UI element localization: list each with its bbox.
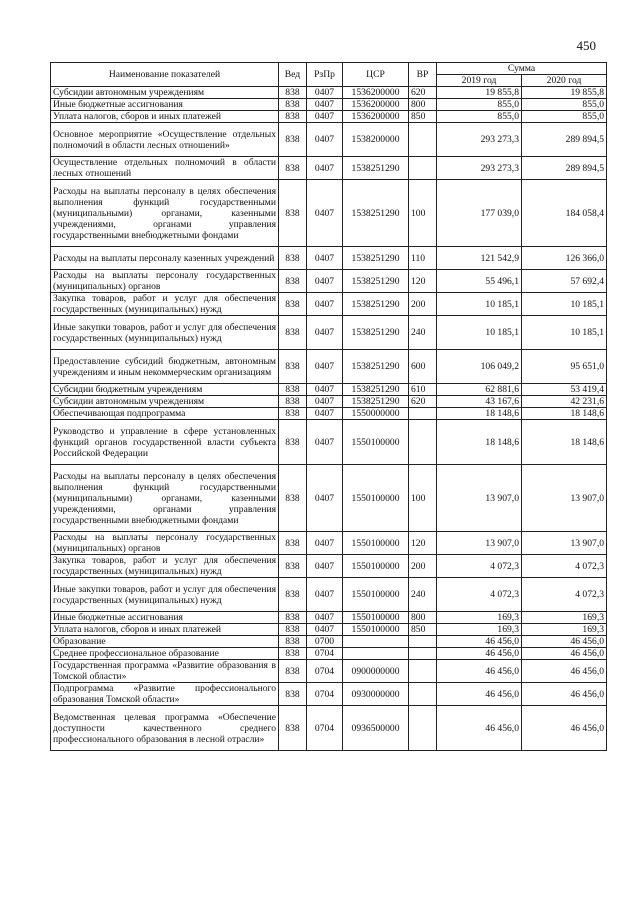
table-row [51,636,607,648]
row-csr: 1536200000 [343,99,409,111]
row-name: Иные закупки товаров, работ и услуг для обеспечения государственных (муниципальных) нужд [51,316,279,350]
row-rzpr: 0407 [307,316,343,350]
row-csr: 1550100000 [343,624,409,636]
row-rzpr: 0407 [307,270,343,293]
row-sum-2019: 46 456,0 [437,683,522,706]
row-name: Руководство и управление в сфере установленных функций органов государственной власти субъекта Российской Федерации [51,420,279,465]
row-csr: 1538251290 [343,247,409,270]
row-vr [409,660,437,683]
row-rzpr: 0407 [307,180,343,247]
row-sum-2019: 10 185,1 [437,316,522,350]
row-ved: 838 [279,612,307,624]
table-body [51,87,607,751]
row-csr: 1550100000 [343,532,409,555]
row-rzpr: 0407 [307,87,343,99]
row-rzpr: 0407 [307,465,343,532]
row-vr: 600 [409,350,437,384]
row-sum-2019: 13 907,0 [437,465,522,532]
row-ved: 838 [279,396,307,408]
row-sum-2020: 169,3 [522,612,607,624]
row-sum-2020: 10 185,1 [522,293,607,316]
row-ved: 838 [279,87,307,99]
table-row [51,247,607,270]
row-vr [409,706,437,751]
row-rzpr: 0407 [307,555,343,578]
row-sum-2020: 169,3 [522,624,607,636]
row-sum-2020: 184 058,4 [522,180,607,247]
row-sum-2020: 46 456,0 [522,706,607,751]
row-sum-2019: 106 049,2 [437,350,522,384]
row-csr: 1538251290 [343,350,409,384]
row-csr: 1538251290 [343,157,409,180]
row-rzpr: 0407 [307,123,343,157]
row-name: Расходы на выплаты персоналу в целях обеспечения выполнения функций государственными (муниципальными) органами, казенными учреждениями, органами управления государственными внебюджетными фондами [51,465,279,532]
row-csr: 1550000000 [343,408,409,420]
row-sum-2020: 95 651,0 [522,350,607,384]
table-row [51,648,607,660]
row-csr: 1536200000 [343,87,409,99]
row-ved: 838 [279,578,307,612]
table-row [51,316,607,350]
row-ved: 838 [279,465,307,532]
row-ved: 838 [279,624,307,636]
header-year-2020: 2020 год [522,75,607,87]
table-row [51,111,607,123]
row-sum-2020: 46 456,0 [522,648,607,660]
row-sum-2020: 42 231,6 [522,396,607,408]
table-row [51,293,607,316]
row-rzpr: 0704 [307,648,343,660]
row-rzpr: 0407 [307,408,343,420]
row-sum-2019: 55 496,1 [437,270,522,293]
row-rzpr: 0704 [307,660,343,683]
header-sum: Сумма [437,63,607,75]
row-name: Ведомственная целевая программа «Обеспечение доступности качественного среднего профессионального образования в лесной отрасли» [51,706,279,751]
header-year-2019: 2019 год [437,75,522,87]
row-csr: 1550100000 [343,578,409,612]
table-row [51,420,607,465]
row-vr [409,683,437,706]
row-name: Предоставление субсидий бюджетным, автономным учреждениям и иным некоммерческим организациям [51,350,279,384]
row-sum-2020: 126 366,0 [522,247,607,270]
row-vr: 100 [409,180,437,247]
row-ved: 838 [279,555,307,578]
row-name: Уплата налогов, сборов и иных платежей [51,624,279,636]
row-sum-2020: 855,0 [522,99,607,111]
row-vr: 850 [409,624,437,636]
row-vr: 120 [409,532,437,555]
row-sum-2019: 169,3 [437,612,522,624]
row-sum-2020: 46 456,0 [522,660,607,683]
row-vr: 800 [409,612,437,624]
row-ved: 838 [279,180,307,247]
header-csr: ЦСР [343,63,409,87]
row-ved: 838 [279,408,307,420]
row-sum-2020: 57 692,4 [522,270,607,293]
row-ved: 838 [279,270,307,293]
row-sum-2020: 4 072,3 [522,578,607,612]
header-ved: Вед [279,63,307,87]
row-vr: 800 [409,99,437,111]
row-csr: 1538251290 [343,396,409,408]
row-vr: 240 [409,578,437,612]
page-number: 450 [576,38,596,53]
row-sum-2019: 19 855,8 [437,87,522,99]
row-ved: 838 [279,384,307,396]
row-vr [409,123,437,157]
row-name: Расходы на выплаты персоналу в целях обеспечения выполнения функций государственными (муниципальными) органами, казенными учреждениями, органами управления государственными внебюджетными фондами [51,180,279,247]
row-sum-2019: 43 167,6 [437,396,522,408]
row-sum-2019: 121 542,9 [437,247,522,270]
row-sum-2020: 18 148,6 [522,408,607,420]
row-vr: 610 [409,384,437,396]
row-sum-2019: 18 148,6 [437,420,522,465]
row-name: Образование [51,636,279,648]
row-sum-2020: 53 419,4 [522,384,607,396]
row-ved: 838 [279,683,307,706]
row-ved: 838 [279,648,307,660]
header-rzpr: РзПр [307,63,343,87]
row-sum-2019: 4 072,3 [437,555,522,578]
table-row [51,123,607,157]
row-ved: 838 [279,99,307,111]
row-sum-2019: 13 907,0 [437,532,522,555]
row-sum-2020: 855,0 [522,111,607,123]
row-vr: 200 [409,555,437,578]
row-name: Закупка товаров, работ и услуг для обеспечения государственных (муниципальных) нужд [51,555,279,578]
row-name: Обеспечивающая подпрограмма [51,408,279,420]
row-name: Расходы на выплаты персоналу казенных учреждений [51,247,279,270]
row-ved: 838 [279,532,307,555]
row-name: Закупка товаров, работ и услуг для обеспечения государственных (муниципальных) нужд [51,293,279,316]
row-sum-2019: 177 039,0 [437,180,522,247]
row-csr: 1550100000 [343,420,409,465]
row-ved: 838 [279,111,307,123]
row-csr: 1550100000 [343,555,409,578]
row-sum-2020: 19 855,8 [522,87,607,99]
row-name: Основное мероприятие «Осуществление отдельных полномочий в области лесных отношений» [51,123,279,157]
row-sum-2019: 293 273,3 [437,123,522,157]
row-vr: 120 [409,270,437,293]
row-sum-2019: 855,0 [437,111,522,123]
row-name: Иные бюджетные ассигнования [51,612,279,624]
table-row [51,624,607,636]
row-vr: 620 [409,396,437,408]
row-sum-2020: 46 456,0 [522,636,607,648]
row-rzpr: 0407 [307,578,343,612]
row-rzpr: 0407 [307,396,343,408]
row-sum-2019: 46 456,0 [437,636,522,648]
row-vr: 100 [409,465,437,532]
row-sum-2019: 46 456,0 [437,648,522,660]
row-rzpr: 0407 [307,99,343,111]
row-csr: 1538200000 [343,123,409,157]
row-sum-2019: 46 456,0 [437,660,522,683]
row-sum-2020: 46 456,0 [522,683,607,706]
table-row [51,384,607,396]
row-sum-2019: 10 185,1 [437,293,522,316]
row-name: Уплата налогов, сборов и иных платежей [51,111,279,123]
table-row [51,396,607,408]
row-name: Среднее профессиональное образование [51,648,279,660]
row-ved: 838 [279,706,307,751]
row-sum-2020: 13 907,0 [522,465,607,532]
table-row [51,465,607,532]
row-csr [343,648,409,660]
row-rzpr: 0407 [307,420,343,465]
row-ved: 838 [279,660,307,683]
table-row [51,555,607,578]
row-csr: 1550100000 [343,465,409,532]
row-rzpr: 0407 [307,612,343,624]
row-ved: 838 [279,316,307,350]
row-name: Расходы на выплаты персоналу государственных (муниципальных) органов [51,532,279,555]
row-rzpr: 0407 [307,624,343,636]
table-row [51,578,607,612]
row-sum-2019: 4 072,3 [437,578,522,612]
table-row [51,408,607,420]
row-vr [409,648,437,660]
row-sum-2020: 13 907,0 [522,532,607,555]
row-sum-2019: 62 881,6 [437,384,522,396]
row-csr: 1538251290 [343,316,409,350]
row-ved: 838 [279,293,307,316]
row-csr: 0930000000 [343,683,409,706]
row-vr [409,636,437,648]
row-name: Расходы на выплаты персоналу государственных (муниципальных) органов [51,270,279,293]
row-vr: 110 [409,247,437,270]
row-name: Государственная программа «Развитие образования в Томской области» [51,660,279,683]
row-vr: 200 [409,293,437,316]
table-row [51,87,607,99]
row-sum-2019: 18 148,6 [437,408,522,420]
budget-table [50,62,607,751]
table-row [51,157,607,180]
header-name: Наименование показателей [51,63,279,87]
row-sum-2019: 293 273,3 [437,157,522,180]
row-sum-2019: 855,0 [437,99,522,111]
row-sum-2020: 18 148,6 [522,420,607,465]
table-row [51,532,607,555]
row-vr [409,408,437,420]
table-header [51,63,607,87]
row-rzpr: 0407 [307,247,343,270]
row-csr: 1536200000 [343,111,409,123]
table-row [51,706,607,751]
row-rzpr: 0407 [307,293,343,316]
row-csr: 1538251290 [343,293,409,316]
row-name: Осуществление отдельных полномочий в области лесных отношений [51,157,279,180]
row-sum-2019: 169,3 [437,624,522,636]
row-sum-2020: 289 894,5 [522,123,607,157]
table-row [51,612,607,624]
row-rzpr: 0407 [307,111,343,123]
row-rzpr: 0407 [307,157,343,180]
row-name: Субсидии бюджетным учреждениям [51,384,279,396]
table-row [51,270,607,293]
row-name: Иные бюджетные ассигнования [51,99,279,111]
row-csr [343,636,409,648]
row-ved: 838 [279,350,307,384]
row-csr: 1550100000 [343,612,409,624]
row-rzpr: 0704 [307,683,343,706]
row-vr: 620 [409,87,437,99]
table-row [51,683,607,706]
row-ved: 838 [279,420,307,465]
row-csr: 0900000000 [343,660,409,683]
row-vr [409,420,437,465]
row-sum-2020: 10 185,1 [522,316,607,350]
row-csr: 1538251290 [343,270,409,293]
row-name: Подпрограмма «Развитие профессионального образования Томской области» [51,683,279,706]
row-csr: 0936500000 [343,706,409,751]
row-csr: 1538251290 [343,180,409,247]
row-ved: 838 [279,157,307,180]
row-sum-2019: 46 456,0 [437,706,522,751]
row-name: Субсидии автономным учреждениям [51,87,279,99]
row-vr [409,157,437,180]
row-name: Иные закупки товаров, работ и услуг для обеспечения государственных (муниципальных) нужд [51,578,279,612]
table-row [51,350,607,384]
row-ved: 838 [279,123,307,157]
row-sum-2020: 4 072,3 [522,555,607,578]
table-row [51,660,607,683]
row-rzpr: 0407 [307,350,343,384]
row-vr: 850 [409,111,437,123]
row-rzpr: 0704 [307,706,343,751]
header-vr: ВР [409,63,437,87]
table-row [51,180,607,247]
table-row [51,99,607,111]
row-ved: 838 [279,636,307,648]
row-rzpr: 0700 [307,636,343,648]
row-ved: 838 [279,247,307,270]
row-sum-2020: 289 894,5 [522,157,607,180]
row-csr: 1538251290 [343,384,409,396]
row-name: Субсидии автономным учреждениям [51,396,279,408]
row-rzpr: 0407 [307,532,343,555]
row-vr: 240 [409,316,437,350]
row-rzpr: 0407 [307,384,343,396]
